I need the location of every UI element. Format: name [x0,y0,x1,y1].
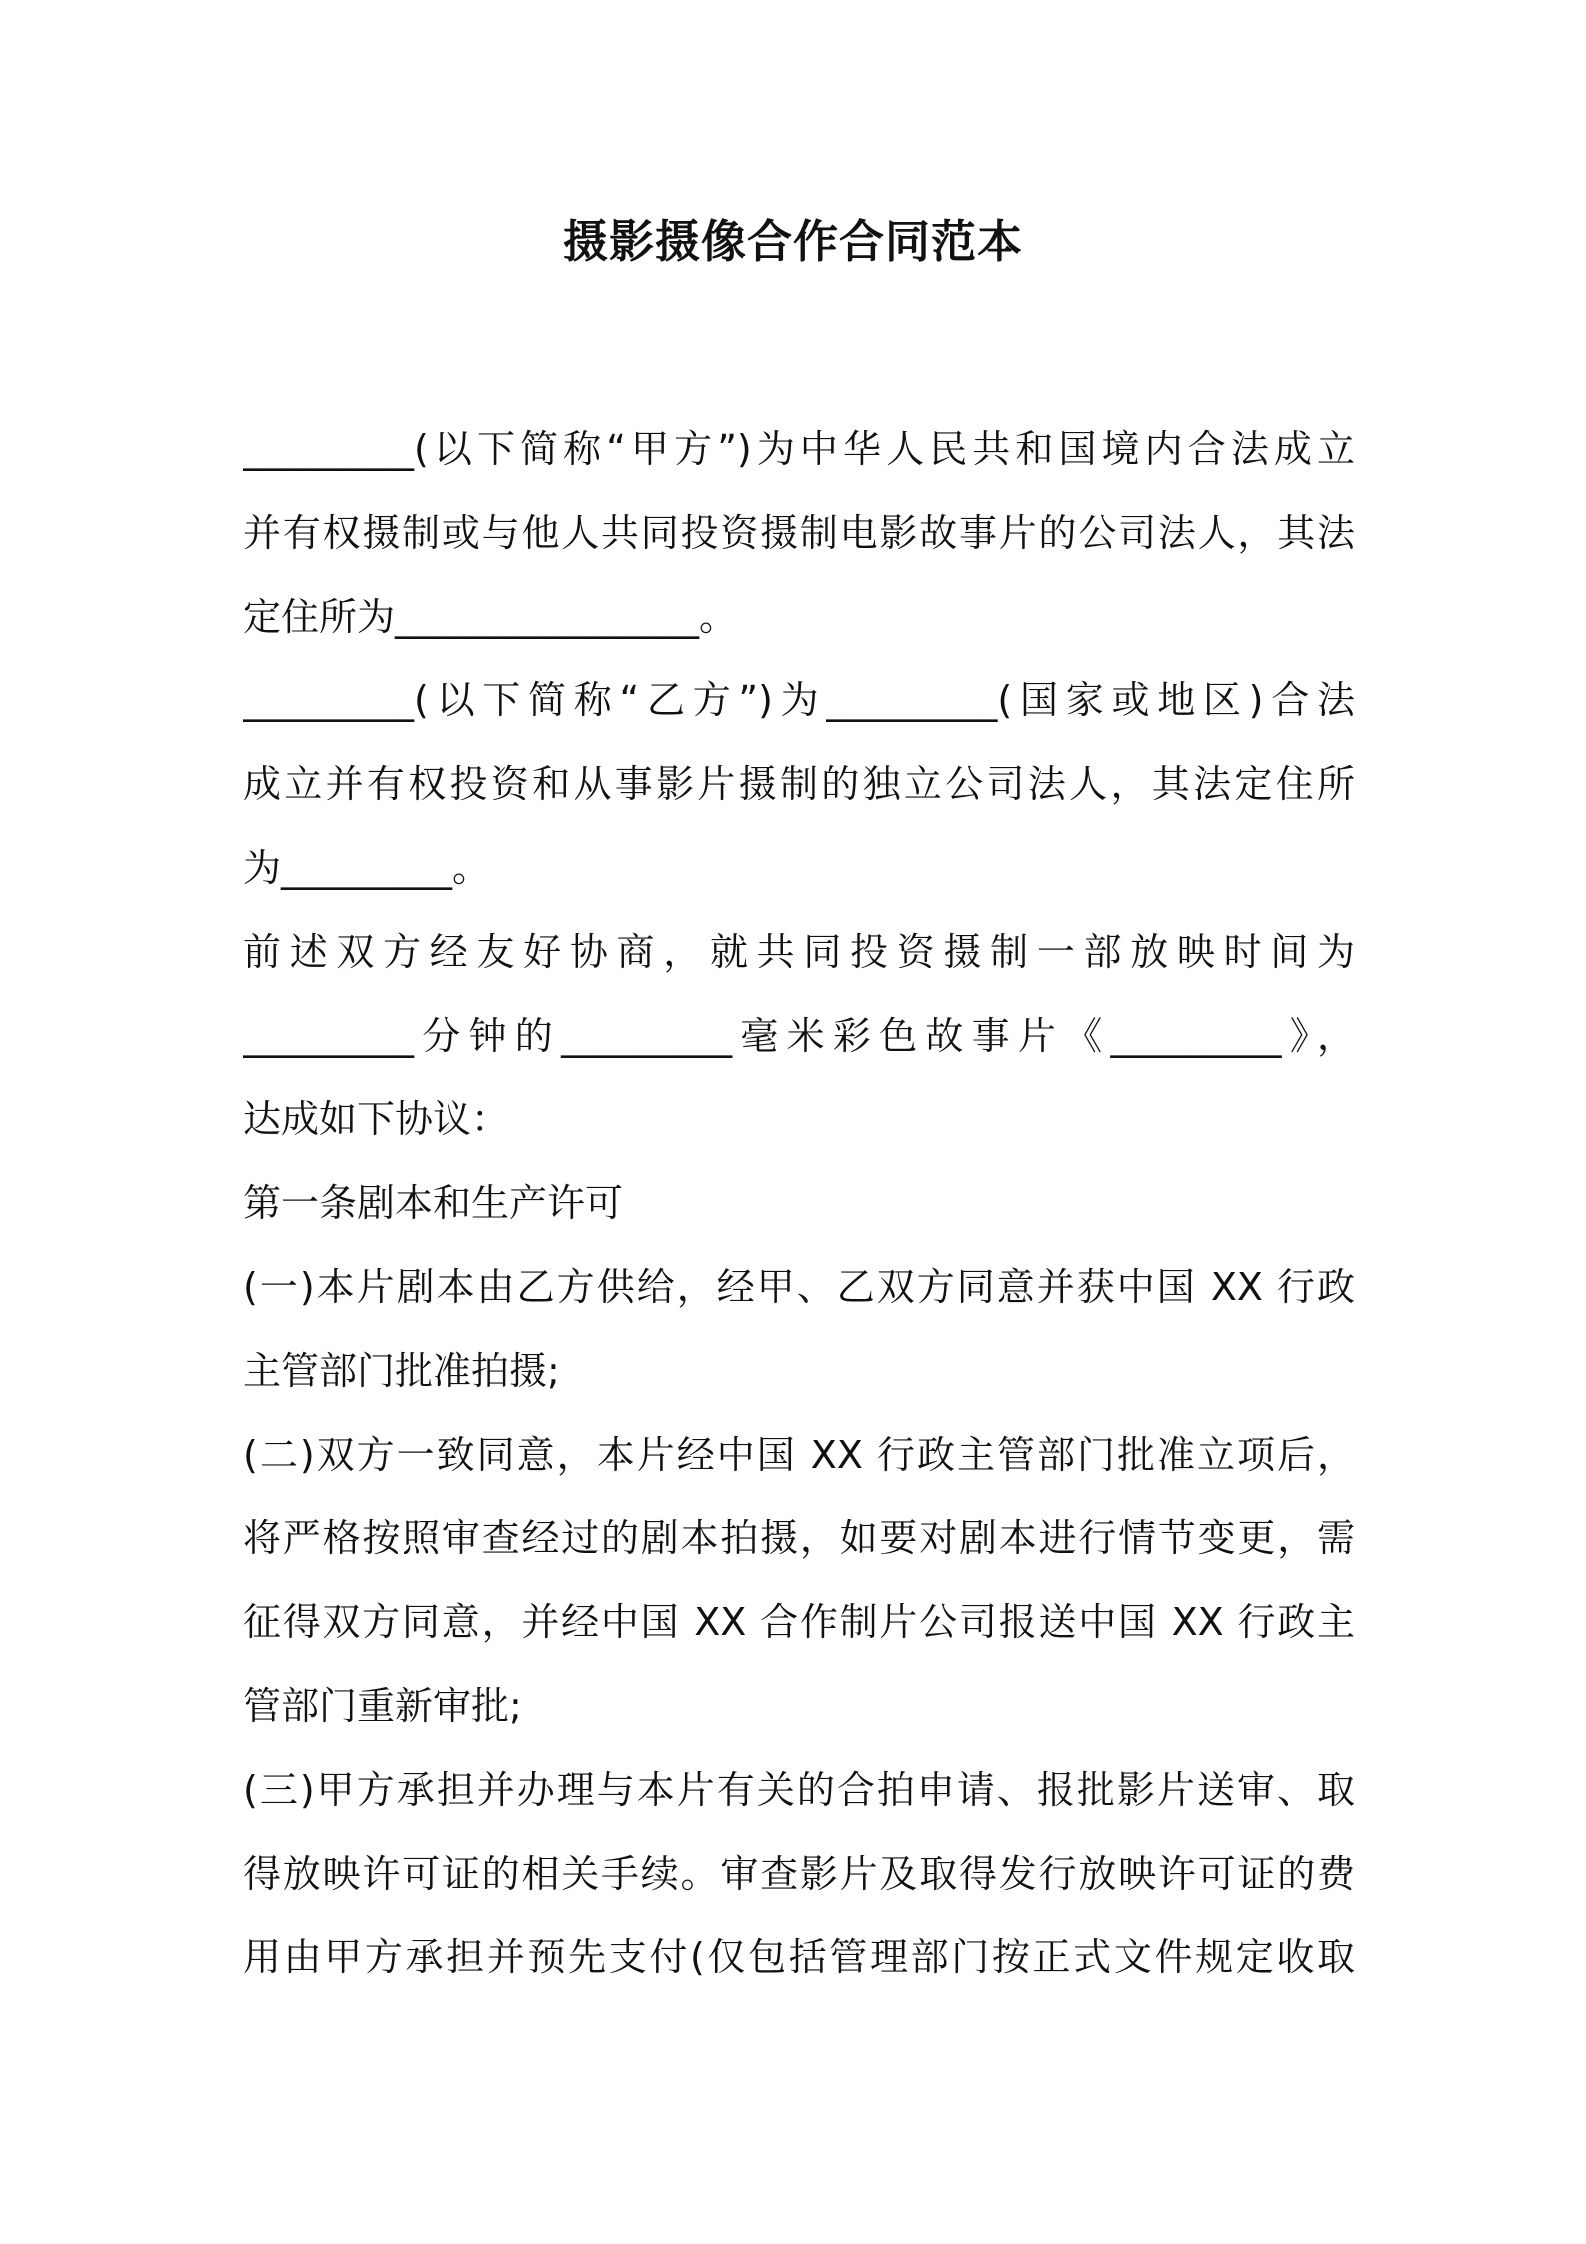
document-title: 摄影摄像合作合同范本 [562,215,1023,268]
paragraph-line: 成立并有权投资和从事影片摄制的独立公司法人，其法定住所 [243,762,1355,807]
paragraph-line: 并有权摄制或与他人共同投资摄制电影故事片的公司法人，其法 [243,510,1355,555]
contract-body [243,408,1355,2000]
paragraph-line: 前述双方经友好协商，就共同投资摄制一部放映时间为 [243,929,1355,974]
paragraph-line: 将严格按照审查经过的剧本拍摄，如要对剧本进行情节变更，需 [243,1516,1355,1561]
paragraph-line: 得放映许可证的相关手续。审查影片及取得发行放映许可证的费 [243,1851,1355,1896]
paragraph-line: (一)本片剧本由乙方供给，经甲、乙双方同意并获中国 XX 行政 [243,1264,1355,1309]
paragraph-line: (二)双方一致同意，本片经中国 XX 行政主管部门批准立项后， [243,1432,1355,1477]
paragraph-line: 达成如下协议： [243,1097,510,1142]
paragraph-line: _________(以下简称“甲方”)为中华人民共和国境内合法成立 [243,427,1355,471]
section-heading: 第一条剧本和生产许可 [243,1181,624,1226]
paragraph-line: 定住所为________________。 [243,594,738,639]
paragraph-line: _________分钟的_________毫米彩色故事片《_________》， [243,1013,1355,1058]
paragraph-line: _________(以下简称“乙方”)为_________(国家或地区)合法 [243,678,1355,723]
paragraph-line: 用由甲方承担并预先支付(仅包括管理部门按正式文件规定收取 [243,1935,1355,1980]
paragraph-line: 征得双方同意，并经中国 XX 合作制片公司报送中国 XX 行政主 [243,1600,1355,1645]
paragraph-line: 管部门重新审批; [243,1683,522,1728]
paragraph-line: 为_________。 [243,845,491,890]
paragraph-line: (三)甲方承担并办理与本片有关的合拍申请、报批影片送审、取 [243,1767,1355,1812]
paragraph-line: 主管部门批准拍摄; [243,1348,560,1393]
